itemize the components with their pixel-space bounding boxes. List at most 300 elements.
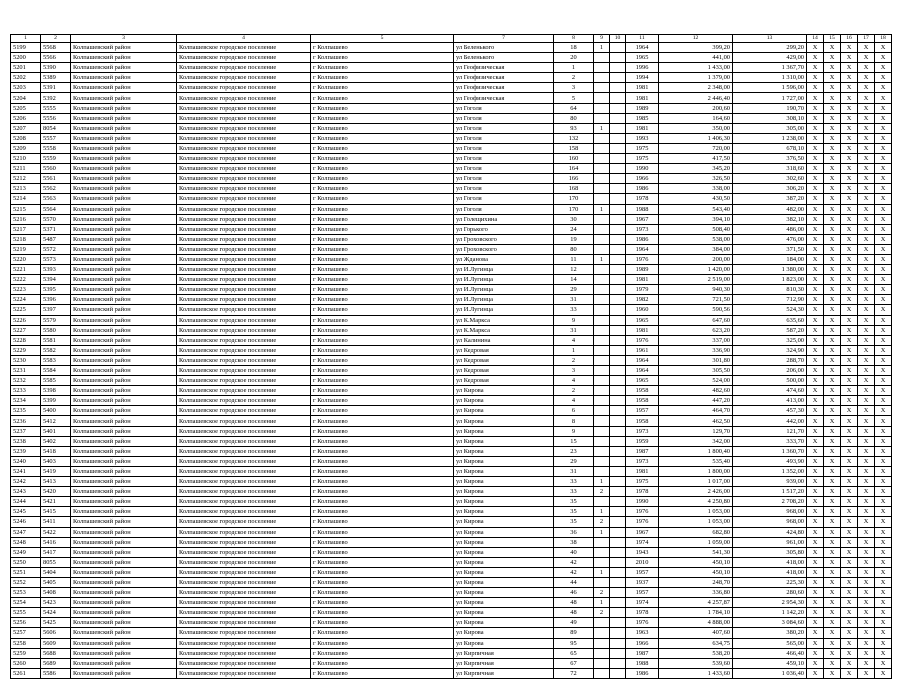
table-cell: 1981 <box>626 325 659 335</box>
table-cell: 49 <box>554 618 594 628</box>
table-cell: 968,00 <box>733 517 807 527</box>
table-cell <box>594 325 610 335</box>
table-cell: г Колпашево <box>311 517 454 527</box>
table-cell: X <box>841 668 858 678</box>
table-cell: X <box>824 214 841 224</box>
table-row <box>11 608 892 618</box>
table-cell: X <box>875 234 892 244</box>
table-cell: Колпашевское городское поселение <box>177 164 311 174</box>
table-cell: Колпашевский район <box>71 487 177 497</box>
table-cell: г Колпашево <box>311 123 454 133</box>
table-cell <box>610 123 626 133</box>
table-cell: ул Гоголя <box>454 194 554 204</box>
table-cell: г Колпашево <box>311 53 454 63</box>
table-cell: 424,80 <box>733 527 807 537</box>
table-cell: X <box>841 214 858 224</box>
table-row <box>11 184 892 194</box>
table-cell: X <box>875 557 892 567</box>
table-cell: X <box>824 567 841 577</box>
table-cell: Колпашевское городское поселение <box>177 194 311 204</box>
table-cell <box>610 53 626 63</box>
table-cell: 1964 <box>626 355 659 365</box>
table-cell: 24 <box>554 224 594 234</box>
table-cell: X <box>841 295 858 305</box>
table-cell: X <box>841 628 858 638</box>
table-cell: 5416 <box>41 537 71 547</box>
table-cell: X <box>858 376 875 386</box>
table-cell: X <box>824 386 841 396</box>
table-cell: X <box>824 295 841 305</box>
table-cell: X <box>824 93 841 103</box>
table-cell: 380,20 <box>733 628 807 638</box>
table-cell <box>594 83 610 93</box>
table-cell: Колпашевское городское поселение <box>177 396 311 406</box>
table-cell: 1 517,20 <box>733 487 807 497</box>
table-cell: 5584 <box>41 366 71 376</box>
table-cell: Колпашевское городское поселение <box>177 446 311 456</box>
table-cell: X <box>841 366 858 376</box>
table-cell: X <box>824 325 841 335</box>
table-cell: X <box>841 658 858 668</box>
table-cell: ул Гроховского <box>454 234 554 244</box>
table-cell: X <box>875 103 892 113</box>
table-cell: X <box>841 396 858 406</box>
table-cell: X <box>807 557 824 567</box>
table-cell: X <box>824 588 841 598</box>
table-cell: Колпашевское городское поселение <box>177 547 311 557</box>
table-cell: Колпашевский район <box>71 527 177 537</box>
table-cell: X <box>875 265 892 275</box>
table-cell: X <box>824 123 841 133</box>
table-cell: X <box>875 53 892 63</box>
table-cell: 166 <box>554 174 594 184</box>
table-cell: Колпашевское городское поселение <box>177 557 311 567</box>
table-cell: X <box>807 477 824 487</box>
table-cell: X <box>858 254 875 264</box>
table-cell: 482,60 <box>659 386 733 396</box>
table-cell: Колпашевский район <box>71 204 177 214</box>
table-cell: 5392 <box>41 93 71 103</box>
table-cell: Колпашевское городское поселение <box>177 517 311 527</box>
table-cell: 1981 <box>626 123 659 133</box>
table-cell: X <box>858 577 875 587</box>
table-cell: X <box>875 466 892 476</box>
table-cell: 1 433,60 <box>659 668 733 678</box>
table-cell: 5582 <box>41 345 71 355</box>
table-cell: X <box>807 537 824 547</box>
table-cell: 5570 <box>41 214 71 224</box>
table-cell <box>594 376 610 386</box>
table-cell: 5233 <box>11 386 41 396</box>
table-cell: X <box>824 164 841 174</box>
table-cell: Колпашевское городское поселение <box>177 618 311 628</box>
table-cell: 31 <box>554 325 594 335</box>
table-cell: X <box>824 366 841 376</box>
table-cell: г Колпашево <box>311 557 454 567</box>
table-cell: 5557 <box>41 133 71 143</box>
table-cell <box>610 184 626 194</box>
table-cell: г Колпашево <box>311 477 454 487</box>
table-cell: X <box>841 436 858 446</box>
table-cell: X <box>875 43 892 53</box>
table-cell: 1 059,00 <box>659 537 733 547</box>
table-cell: 8055 <box>41 557 71 567</box>
table-cell <box>594 63 610 73</box>
table-cell: 1 420,00 <box>659 265 733 275</box>
table-cell: X <box>858 214 875 224</box>
table-cell: X <box>841 244 858 254</box>
table-cell: ул Кедровая <box>454 376 554 386</box>
table-cell: 5688 <box>41 648 71 658</box>
table-cell: 1 <box>554 345 594 355</box>
table-cell: ул Кирова <box>454 608 554 618</box>
table-cell: ул И.Лугинца <box>454 305 554 315</box>
table-cell: ул Кирова <box>454 446 554 456</box>
table-cell: ул Горького <box>454 224 554 234</box>
table-cell: 301,80 <box>659 355 733 365</box>
table-cell: 305,50 <box>659 366 733 376</box>
table-cell: 1 596,00 <box>733 83 807 93</box>
table-cell: Колпашевское городское поселение <box>177 355 311 365</box>
table-cell: X <box>824 244 841 254</box>
table-cell: 5560 <box>41 164 71 174</box>
table-cell: 5415 <box>41 507 71 517</box>
table-cell: X <box>807 123 824 133</box>
table-cell: Колпашевское городское поселение <box>177 386 311 396</box>
table-cell: 462,50 <box>659 416 733 426</box>
table-cell: 1988 <box>626 658 659 668</box>
table-cell: г Колпашево <box>311 376 454 386</box>
table-cell: 305,80 <box>733 547 807 557</box>
table-row <box>11 497 892 507</box>
table-cell: Колпашевский район <box>71 396 177 406</box>
table-cell: 5404 <box>41 567 71 577</box>
table-cell: 371,50 <box>733 244 807 254</box>
table-cell: X <box>824 446 841 456</box>
table-cell <box>610 497 626 507</box>
table-cell: Колпашевский район <box>71 53 177 63</box>
table-cell: 89 <box>554 628 594 638</box>
table-cell: ул Кирова <box>454 638 554 648</box>
table-cell: Колпашевский район <box>71 547 177 557</box>
table-cell: 2010 <box>626 557 659 567</box>
table-cell: ул Гоголя <box>454 154 554 164</box>
table-cell: 1976 <box>626 618 659 628</box>
table-cell: X <box>875 577 892 587</box>
table-cell: X <box>858 194 875 204</box>
table-cell <box>594 214 610 224</box>
table-cell: 5561 <box>41 174 71 184</box>
table-cell: 1986 <box>626 234 659 244</box>
table-cell: X <box>858 436 875 446</box>
table-cell: X <box>858 73 875 83</box>
table-cell: г Колпашево <box>311 265 454 275</box>
table-cell: X <box>858 355 875 365</box>
table-cell <box>610 93 626 103</box>
table-cell: 5566 <box>41 53 71 63</box>
table-cell: X <box>841 123 858 133</box>
table-cell: 1 823,00 <box>733 275 807 285</box>
table-cell: 5424 <box>41 608 71 618</box>
table-cell: г Колпашево <box>311 355 454 365</box>
table-cell: 65 <box>554 648 594 658</box>
table-cell: 418,00 <box>733 567 807 577</box>
table-cell: 1978 <box>626 194 659 204</box>
table-cell: 2 708,20 <box>733 497 807 507</box>
table-cell: ул Геофизическая <box>454 83 554 93</box>
table-cell: 1 433,00 <box>659 63 733 73</box>
table-cell: 5395 <box>41 285 71 295</box>
table-cell: X <box>807 174 824 184</box>
table-cell: Колпашевское городское поселение <box>177 527 311 537</box>
table-cell: Колпашевский район <box>71 598 177 608</box>
table-cell: Колпашевский район <box>71 63 177 73</box>
table-cell: г Колпашево <box>311 63 454 73</box>
table-cell: 5401 <box>41 426 71 436</box>
table-cell: X <box>875 194 892 204</box>
table-cell: X <box>875 285 892 295</box>
table-cell: Колпашевский район <box>71 184 177 194</box>
table-cell: 1 238,00 <box>733 133 807 143</box>
table-cell: X <box>875 618 892 628</box>
table-cell: X <box>875 648 892 658</box>
table-cell: г Колпашево <box>311 194 454 204</box>
table-cell: Колпашевское городское поселение <box>177 507 311 517</box>
table-cell: ул Гоголя <box>454 174 554 184</box>
table-cell: X <box>807 234 824 244</box>
table-cell: 1 380,00 <box>733 265 807 275</box>
table-cell <box>594 668 610 678</box>
table-cell: 1 379,00 <box>659 73 733 83</box>
table-cell: X <box>875 487 892 497</box>
table-cell: 508,40 <box>659 224 733 234</box>
table-cell: X <box>875 517 892 527</box>
table-cell: 1978 <box>626 487 659 497</box>
table-cell: X <box>858 53 875 63</box>
table-cell: 1989 <box>626 265 659 275</box>
table-cell: 1 <box>594 598 610 608</box>
table-cell: X <box>841 305 858 315</box>
table-cell <box>594 466 610 476</box>
table-cell: X <box>875 214 892 224</box>
table-cell: 5397 <box>41 305 71 315</box>
table-row <box>11 547 892 557</box>
table-cell: 5236 <box>11 416 41 426</box>
table-cell: 466,40 <box>733 648 807 658</box>
table-cell: 164 <box>554 164 594 174</box>
table-cell: X <box>841 577 858 587</box>
table-cell: Колпашевский район <box>71 164 177 174</box>
table-cell <box>610 154 626 164</box>
table-cell: X <box>841 588 858 598</box>
table-cell: 1 142,20 <box>733 608 807 618</box>
table-cell: X <box>807 588 824 598</box>
table-cell <box>594 93 610 103</box>
table-cell: 1976 <box>626 507 659 517</box>
table-cell: X <box>841 325 858 335</box>
table-cell: 5412 <box>41 416 71 426</box>
table-row <box>11 103 892 113</box>
table-cell: X <box>858 154 875 164</box>
table-cell: X <box>841 648 858 658</box>
table-cell: Колпашевское городское поселение <box>177 73 311 83</box>
table-cell: 1959 <box>626 436 659 446</box>
table-cell: ул И.Лугинца <box>454 285 554 295</box>
table-cell: ул Гоголя <box>454 143 554 153</box>
table-cell: Колпашевский район <box>71 456 177 466</box>
table-cell: 407,60 <box>659 628 733 638</box>
table-cell: ул Кирова <box>454 557 554 567</box>
table-cell: Колпашевское городское поселение <box>177 123 311 133</box>
table-cell: 5221 <box>11 265 41 275</box>
table-cell: X <box>824 668 841 678</box>
table-cell: 5230 <box>11 355 41 365</box>
table-row <box>11 275 892 285</box>
table-cell: 5399 <box>41 396 71 406</box>
table-cell: 5572 <box>41 244 71 254</box>
table-cell: 324,90 <box>733 345 807 355</box>
table-cell: 1976 <box>626 335 659 345</box>
table-cell: ул Гроховского <box>454 244 554 254</box>
table-cell <box>610 608 626 618</box>
table-cell: г Колпашево <box>311 244 454 254</box>
table-cell: г Колпашево <box>311 164 454 174</box>
table-cell: 538,20 <box>659 648 733 658</box>
table-cell: 387,20 <box>733 194 807 204</box>
table-cell: 38 <box>554 537 594 547</box>
table-cell: г Колпашево <box>311 335 454 345</box>
table-cell: X <box>807 527 824 537</box>
table-cell <box>594 416 610 426</box>
table-cell: ул Гоголя <box>454 103 554 113</box>
table-cell: X <box>807 184 824 194</box>
table-cell: ул Кедровая <box>454 355 554 365</box>
table-row <box>11 456 892 466</box>
table-cell: Колпашевское городское поселение <box>177 113 311 123</box>
table-cell <box>610 63 626 73</box>
table-cell: 2 <box>594 608 610 618</box>
table-cell: X <box>807 446 824 456</box>
table-cell: X <box>875 456 892 466</box>
table-cell: X <box>824 456 841 466</box>
table-cell: 1986 <box>626 184 659 194</box>
table-cell: X <box>824 466 841 476</box>
table-cell: 33 <box>554 305 594 315</box>
table-cell: 1985 <box>626 113 659 123</box>
table-cell: X <box>841 224 858 234</box>
table-cell: Колпашевский район <box>71 254 177 264</box>
table-cell: Колпашевское городское поселение <box>177 43 311 53</box>
table-cell: X <box>841 315 858 325</box>
table-cell: ул И.Лугинца <box>454 265 554 275</box>
table-cell: ул Кирова <box>454 588 554 598</box>
header-cell: 14 <box>807 35 824 43</box>
table-cell: X <box>858 648 875 658</box>
table-cell: 5583 <box>41 355 71 365</box>
table-cell: X <box>824 275 841 285</box>
table-cell: 1965 <box>626 53 659 63</box>
table-cell <box>610 305 626 315</box>
table-cell <box>610 83 626 93</box>
table-cell <box>594 295 610 305</box>
table-cell: 376,50 <box>733 154 807 164</box>
table-cell: X <box>858 305 875 315</box>
registry-sheet <box>10 34 888 679</box>
table-cell: 5393 <box>41 265 71 275</box>
table-cell: Колпашевский район <box>71 608 177 618</box>
table-cell: X <box>858 43 875 53</box>
table-cell: X <box>858 184 875 194</box>
table-cell: 1 <box>554 63 594 73</box>
table-cell <box>594 103 610 113</box>
table-cell: 543,40 <box>659 204 733 214</box>
table-row <box>11 224 892 234</box>
table-cell: X <box>858 396 875 406</box>
table-cell: Колпашевское городское поселение <box>177 648 311 658</box>
table-cell: ул Кирова <box>454 577 554 587</box>
table-cell: г Колпашево <box>311 588 454 598</box>
table-cell: Колпашевский район <box>71 577 177 587</box>
table-row <box>11 265 892 275</box>
table-cell: X <box>824 648 841 658</box>
table-cell: X <box>807 466 824 476</box>
table-cell: 1976 <box>626 254 659 264</box>
table-cell: ул Кирова <box>454 396 554 406</box>
table-cell: 417,50 <box>659 154 733 164</box>
table-cell: X <box>841 73 858 83</box>
table-cell: 1957 <box>626 588 659 598</box>
table-cell: 158 <box>554 143 594 153</box>
table-cell: г Колпашево <box>311 154 454 164</box>
table-cell: г Колпашево <box>311 224 454 234</box>
table-cell: г Колпашево <box>311 315 454 325</box>
table-cell: Колпашевский район <box>71 477 177 487</box>
table-cell: 5568 <box>41 43 71 53</box>
table-cell: г Колпашево <box>311 93 454 103</box>
table-cell: ул Кирова <box>454 618 554 628</box>
table-cell: X <box>875 588 892 598</box>
table-cell: 48 <box>554 598 594 608</box>
table-cell: X <box>824 527 841 537</box>
table-cell: X <box>841 43 858 53</box>
table-cell: г Колпашево <box>311 567 454 577</box>
table-cell <box>610 446 626 456</box>
table-cell: X <box>875 527 892 537</box>
table-cell: 5255 <box>11 608 41 618</box>
table-cell: X <box>858 63 875 73</box>
table-cell: X <box>824 174 841 184</box>
table-cell: Колпашевский район <box>71 143 177 153</box>
table-cell <box>594 406 610 416</box>
table-row <box>11 325 892 335</box>
table-cell: Колпашевский район <box>71 588 177 598</box>
table-cell: 2 954,30 <box>733 598 807 608</box>
table-cell: X <box>875 113 892 123</box>
table-cell: X <box>858 224 875 234</box>
table-cell <box>610 487 626 497</box>
table-cell: 5260 <box>11 658 41 668</box>
table-cell: 418,00 <box>733 557 807 567</box>
table-cell: Колпашевский район <box>71 406 177 416</box>
table-cell: Колпашевское городское поселение <box>177 275 311 285</box>
table-cell: г Колпашево <box>311 577 454 587</box>
table-cell: Колпашевский район <box>71 325 177 335</box>
table-cell: ул И.Лугинца <box>454 295 554 305</box>
table-cell: X <box>858 557 875 567</box>
table-cell: X <box>807 285 824 295</box>
table-cell: Колпашевское городское поселение <box>177 668 311 678</box>
table-cell: 35 <box>554 507 594 517</box>
